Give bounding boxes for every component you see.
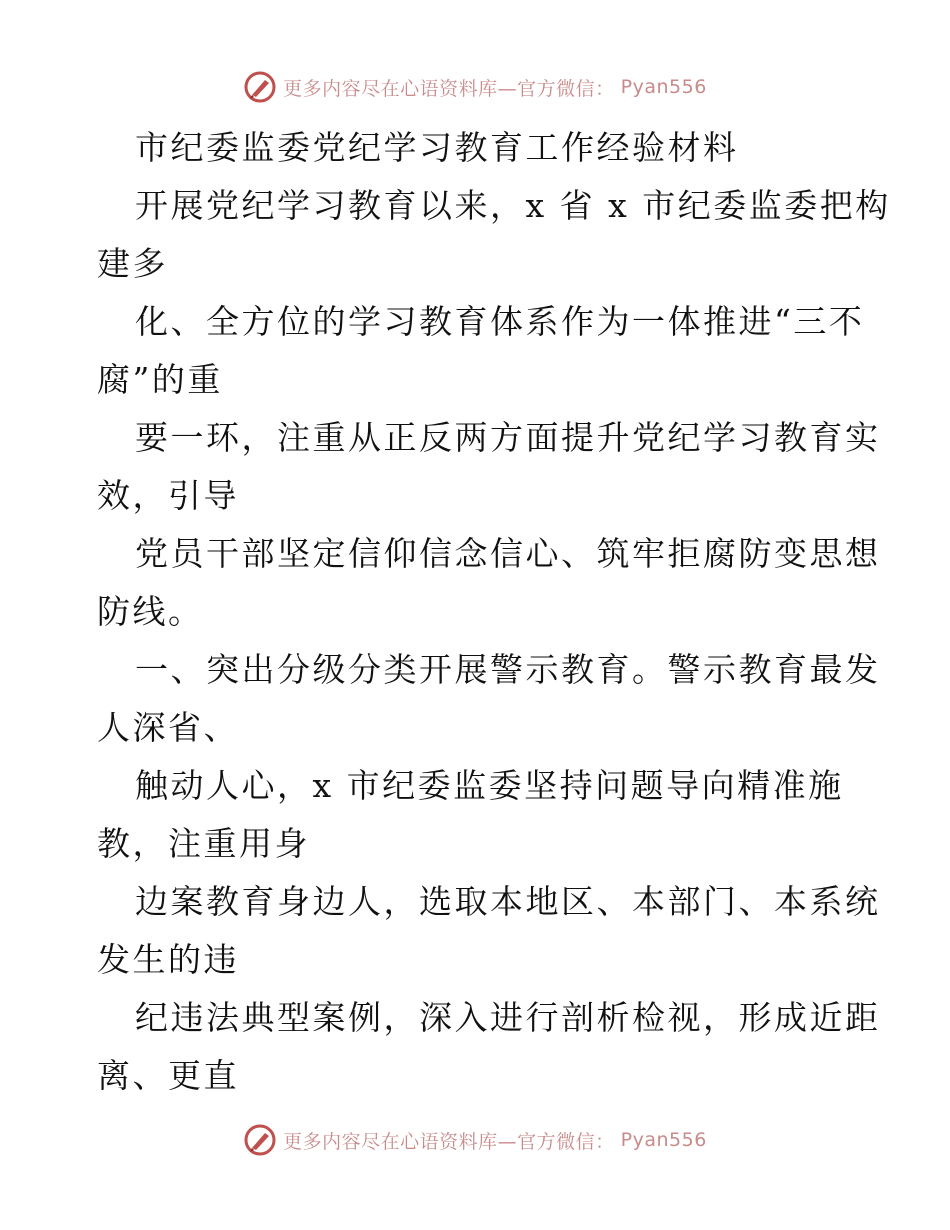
pen-logo-icon xyxy=(243,70,277,104)
text-line: 防线。 xyxy=(97,592,204,631)
footer-watermark xyxy=(0,1123,950,1157)
text-line: 党员干部坚定信仰信念信心、筑牢拒腐防变思想 xyxy=(135,534,881,573)
text-line: 腐”的重 xyxy=(97,360,223,399)
section-heading-line: 一、突出分级分类开展警示教育。警示教育最发 xyxy=(135,650,881,689)
watermark-wechat-id: Pyan556 xyxy=(620,76,707,98)
text-line: 发生的违 xyxy=(97,940,239,979)
text-line: 效，引导 xyxy=(97,476,239,515)
text-line: 触动人心，x 市纪委监委坚持问题导向精准施 xyxy=(135,766,844,805)
pen-logo-icon xyxy=(243,1123,277,1157)
text-line: 人深省、 xyxy=(97,708,239,747)
watermark-wechat-id: Pyan556 xyxy=(620,1129,707,1151)
text-line: 离、更直 xyxy=(97,1056,239,1095)
text-line: 教，注重用身 xyxy=(97,824,310,863)
watermark-text: 更多内容尽在心语资料库—官方微信： xyxy=(283,77,615,100)
text-line: 纪违法典型案例，深入进行剖析检视，形成近距 xyxy=(135,998,881,1037)
header-watermark xyxy=(0,70,950,104)
text-line: 边案教育身边人，选取本地区、本部门、本系统 xyxy=(135,882,881,921)
document-title: 市纪委监委党纪学习教育工作经验材料 xyxy=(135,128,739,167)
text-line: 要一环，注重从正反两方面提升党纪学习教育实 xyxy=(135,418,881,457)
text-line: 建多 xyxy=(97,244,168,283)
text-line: 化、全方位的学习教育体系作为一体推进“三不 xyxy=(135,302,865,341)
watermark-text: 更多内容尽在心语资料库—官方微信： xyxy=(283,1130,615,1153)
text-line: 开展党纪学习教育以来，x 省 x 市纪委监委把构 xyxy=(135,186,891,225)
